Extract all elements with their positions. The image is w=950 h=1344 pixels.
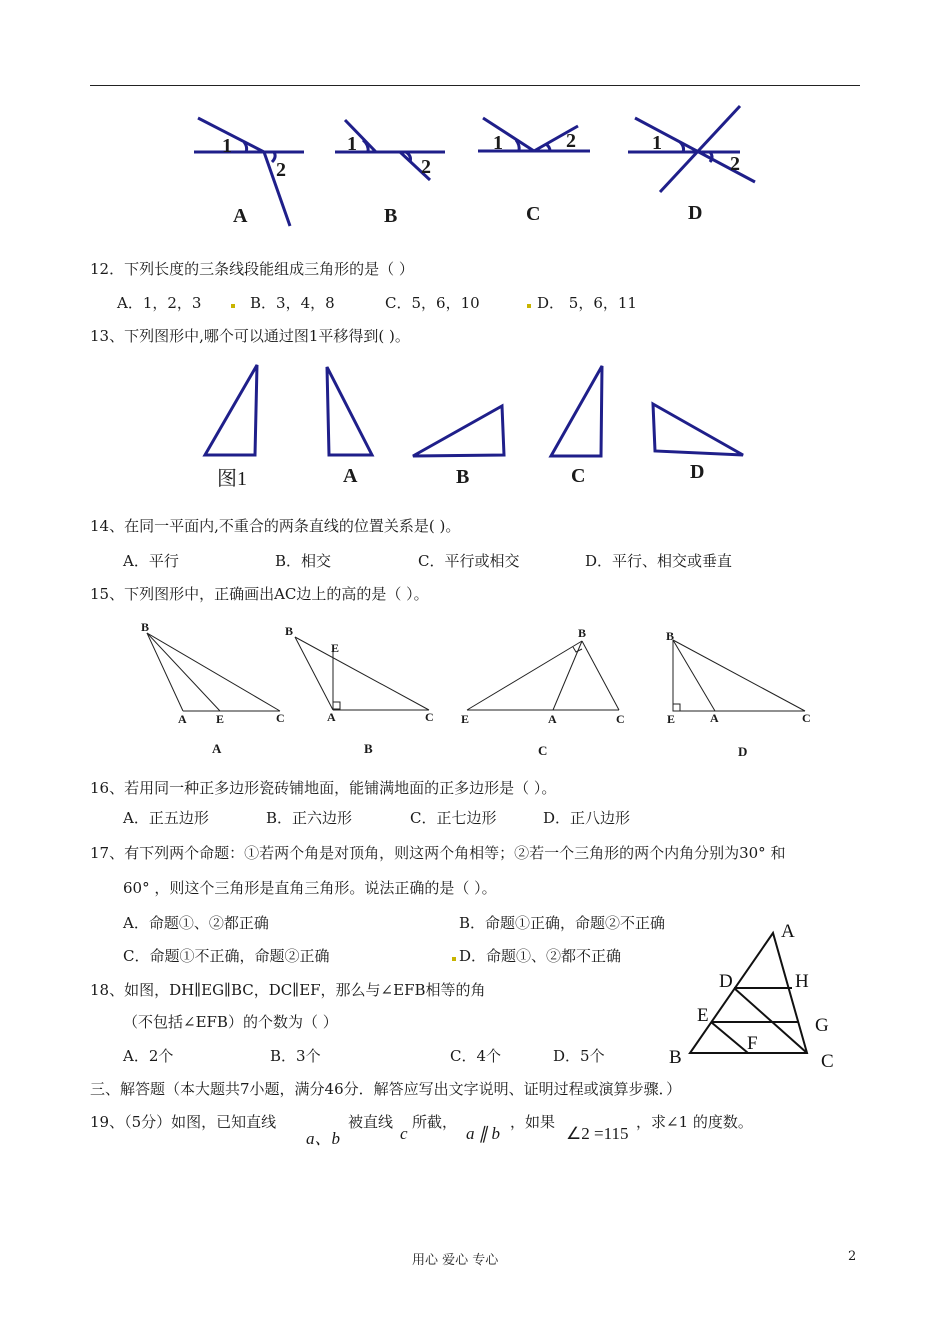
q15-pt-a4: A [710, 711, 719, 725]
q14-stem: 14、在同一平面内,不重合的两条直线的位置关系是( )。 [90, 517, 461, 535]
q18-option-d: D．5个 [553, 1047, 605, 1065]
section-3-heading: 三、解答题（本大题共7小题，满分46分．解答应写出文字说明、证明过程或演算步骤．） [90, 1080, 682, 1098]
q19-parallel: a ∥ b [466, 1124, 500, 1143]
q18-pt-a: A [781, 921, 795, 942]
q16-option-a: A．正五边形 [123, 809, 209, 827]
mark-dot [452, 957, 456, 961]
q11-label-b: B [384, 205, 398, 227]
q18-figure [660, 915, 850, 1075]
q15-figure [135, 615, 825, 765]
q15-pt-e2: E [331, 641, 340, 655]
q18-pt-d: D [719, 971, 733, 992]
q18-option-a: A．2个 [123, 1047, 174, 1065]
q16-option-d: D．正八边形 [543, 809, 631, 827]
q15-pt-b1: B [141, 620, 150, 634]
q15-caption-d: D [738, 744, 748, 759]
q11-angle1-c: 1 [493, 132, 503, 154]
footer-motto: 用心 爱心 专心 [412, 1253, 499, 1268]
q17-option-b: B．命题①正确，命题②不正确 [459, 914, 666, 932]
q11-figure [180, 100, 780, 235]
q11-label-c: C [526, 203, 541, 225]
q14-option-b: B．相交 [275, 552, 332, 570]
q15-pt-e3: E [461, 712, 470, 726]
q15-pt-c2: C [425, 710, 434, 724]
q13-label-b: B [456, 466, 470, 488]
q12-option-d: D． 5，6，11 [537, 294, 637, 312]
q18-pt-c: C [821, 1051, 834, 1072]
q11-angle2-d: 2 [730, 153, 740, 175]
q19-cut: 所截， [412, 1113, 458, 1131]
q15-pt-e1: E [216, 712, 225, 726]
q15-pt-a3: A [548, 712, 557, 726]
q18-pt-e: E [697, 1005, 709, 1026]
q18-pt-b: B [669, 1047, 682, 1068]
q11-angle2-a: 2 [276, 159, 286, 181]
q14-option-a: A．平行 [123, 552, 179, 570]
q13-triangle-b [413, 406, 504, 456]
q17-option-d: D．命题①、②都不正确 [459, 947, 622, 965]
q14-option-d: D．平行、相交或垂直 [585, 552, 733, 570]
q15-pt-b2: B [285, 624, 294, 638]
q19-ask: ，求∠1 的度数。 [636, 1113, 753, 1131]
q13-triangle-fig1 [205, 365, 257, 455]
q15-pt-a1: A [178, 712, 187, 726]
q18-option-c: C．4个 [450, 1047, 502, 1065]
q18-pt-g: G [815, 1015, 829, 1036]
q19-lines-ab: a、b [306, 1129, 340, 1148]
header-rule [90, 85, 860, 86]
q13-label-d: D [690, 461, 705, 483]
q15-caption-b: B [364, 741, 373, 756]
q15-pt-b3: B [578, 626, 587, 640]
q11-angle2-c: 2 [566, 130, 576, 152]
q11-angle1-b: 1 [347, 133, 357, 155]
q13-figure [195, 355, 755, 495]
q15-pt-a2: A [327, 710, 336, 724]
q17-option-a: A．命题①、②都正确 [123, 914, 269, 932]
q15-caption-a: A [212, 741, 222, 756]
q15-caption-c: C [538, 743, 548, 758]
q12-option-b: B．3，4，8 [250, 294, 335, 312]
q19-line-c: c [400, 1124, 408, 1143]
q17-option-c: C．命题①不正确，命题②正确 [123, 947, 330, 965]
q13-triangle-d [653, 404, 743, 455]
q11-label-a: A [233, 205, 248, 227]
q11-angle1-a: 1 [222, 135, 232, 157]
q13-triangle-c [551, 366, 602, 456]
q16-stem: 16、若用同一种正多边形瓷砖铺地面，能铺满地面的正多边形是（ ）。 [90, 779, 557, 797]
q17-stem-line2: 60° ，则这个三角形是直角三角形。说法正确的是（ ）。 [123, 879, 497, 897]
q19-angle-condition: ∠2 =115 [566, 1124, 629, 1143]
q19-cut-by: 被直线 [348, 1113, 394, 1131]
q12-option-a: A．1，2，3 [117, 294, 202, 312]
q18-stem-line1: 18、如图，DH∥EG∥BC，DC∥EF，那么与∠EFB相等的角 [90, 981, 486, 999]
q19-if: ，如果 [510, 1113, 556, 1131]
q13-label-c: C [571, 465, 586, 487]
q18-stem-line2: （不包括∠EFB）的个数为（ ） [123, 1013, 338, 1031]
q13-label-a: A [343, 465, 358, 487]
q11-angle2-b: 2 [421, 156, 431, 178]
q11-angle1-d: 1 [652, 132, 662, 154]
q19-prefix: 19、（5分）如图，已知直线 [90, 1113, 277, 1131]
q16-option-c: C．正七边形 [410, 809, 497, 827]
q15-pt-b4: B [666, 629, 675, 643]
q15-pt-c4: C [802, 711, 811, 725]
mark-dot [527, 304, 531, 308]
q15-pt-c1: C [276, 711, 285, 725]
q16-option-b: B．正六边形 [266, 809, 353, 827]
q14-option-c: C．平行或相交 [418, 552, 520, 570]
q12-option-c: C．5，6，10 [385, 294, 480, 312]
q17-stem-line1: 17、有下列两个命题：①若两个角是对顶角，则这两个角相等；②若一个三角形的两个内角分别为30° 和 [90, 844, 786, 862]
q13-stem: 13、下列图形中,哪个可以通过图1平移得到( )。 [90, 327, 410, 345]
q11-label-d: D [688, 202, 703, 224]
q18-pt-h: H [795, 971, 809, 992]
q18-pt-f: F [747, 1033, 758, 1054]
q15-stem: 15、下列图形中，正确画出AC边上的高的是（ ）。 [90, 585, 429, 603]
q13-triangle-a [327, 367, 372, 455]
mark-dot [231, 304, 235, 308]
q15-pt-c3: C [616, 712, 625, 726]
q15-pt-e4: E [667, 712, 676, 726]
q18-option-b: B．3个 [270, 1047, 321, 1065]
page-number: 2 [848, 1249, 857, 1264]
q13-label-fig1: 图1 [217, 468, 247, 490]
q12-stem: 12．下列长度的三条线段能组成三角形的是（ ） [90, 260, 414, 278]
